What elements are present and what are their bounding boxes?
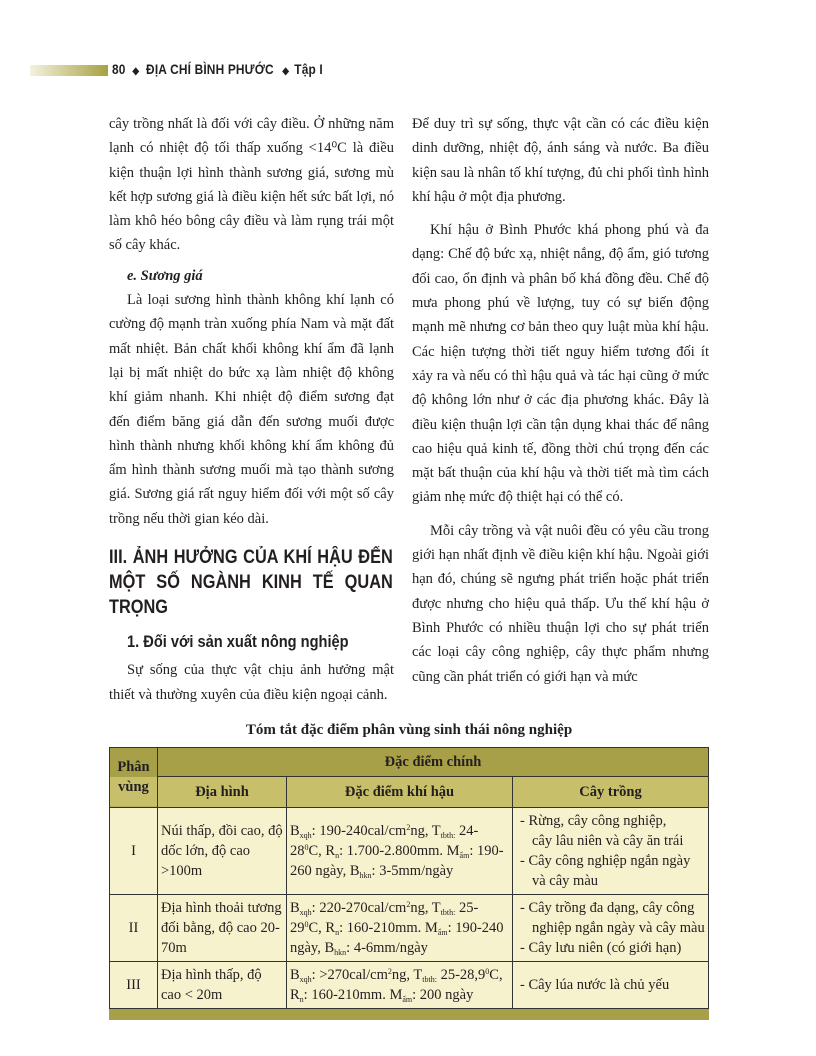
climate-text: 24-28 — [290, 822, 479, 859]
climate-text: tbth: — [422, 974, 437, 984]
header-climate: Đặc điểm khí hậu — [287, 776, 513, 807]
climate-cell — [287, 894, 513, 961]
text-columns — [109, 112, 709, 707]
paragraph: Để duy trì sự sống, thực vật cần có các điều kiện dinh dưỡng, nhiệt độ, ánh sáng và nước. Ba điều kiện sau là nhân tố khí tượng, đủ chi phối tình hình khí hậu ở một địa phương. — [412, 116, 709, 205]
paragraph: Là loại sương hình thành không khí lạnh có cường độ mạnh tràn xuống phía Nam và mặt đất mất nhiệt. Bản chất khối không khí ẩm đã lạnh lại bị mất nhiệt do bức xạ làm nhiệt độ không khí giảm nhanh. Khi nhiệt độ điểm sương đạt đến điểm băng giá dẫn đến sương muối được hình thành nhưng khối không khí ẩm không đủ ẩm hình thành sương muối mà tạo thành sương giá. Sương giá rất nguy hiểm đối với một số cây trồng nếu thời gian kéo dài. — [109, 292, 394, 527]
subsection-heading: 1. Đối với sản xuất nông nghiệp — [127, 632, 349, 652]
climate-text: : 1.700-2.800mm. M — [339, 842, 460, 859]
crops-cell — [513, 894, 709, 961]
section-heading: III. ẢNH HƯỞNG CỦA KHÍ HẬU ĐẾN MỘT SỐ NGÀNH KINH TẾ QUAN TRỌNG — [109, 547, 393, 619]
terrain-cell: Địa hình thoải tương đối bằng, độ cao 20-70m — [158, 894, 287, 961]
climate-text: 2 — [406, 822, 411, 832]
paragraph: Khí hậu ở Bình Phước khá phong phú và đa dạng: Chế độ bức xạ, nhiệt nắng, độ ẩm, gió tương đối cao, ổn định và phân bố khá đồng đều. Chế độ mưa phong phú về lượng, tuy có sự biến động mạnh mẽ nhưng cơ bản theo quy luật mùa khí hậu. Các hiện tượng thời tiết nguy hiểm tương đối ít xảy ra và nếu có thì hậu quả và tác hại cũng ở mức độ không lớn như ở các địa phương khác. Đây là điều kiện thuận lợi cần tận dụng khai thác để nâng cao hiệu quả kinh tế, đồng thời chú trọng đến các mặt bất thuận của khí hậu và thời tiết mà tìm cách giảm nhẹ mức độ thiệt hại có thể có. — [412, 222, 709, 506]
climate-text: : 160-210mm. M — [303, 986, 403, 1003]
crop-line: - Cây công nghiệp ngắn ngày — [520, 852, 691, 869]
left-column — [109, 112, 394, 707]
crop-line: cây lâu niên và cây ăn trái — [532, 832, 684, 849]
crops-cell — [513, 961, 709, 1008]
climate-text: : 4-6mm/ngày — [346, 939, 428, 956]
crop-line: - Cây lưu niên (có giới hạn) — [520, 939, 682, 956]
climate-text: tbth: — [440, 907, 456, 917]
table-footer-bar — [109, 1009, 709, 1020]
climate-cell — [287, 807, 513, 894]
diamond-icon: ◆ — [132, 66, 140, 77]
climate-text: xqh — [299, 907, 312, 917]
running-header — [112, 61, 323, 77]
paragraph: Mỗi cây trồng và vật nuôi đều có yêu cầu trong giới hạn nhất định về điều kiện khí hậu. Ngoài giới hạn đó, chúng sẽ ngưng phát triển hoặc phát triển được nhưng cho hiệu quả thấp. Ưu thế khí hậu ở Bình Phước có nhiều thuận lợi cho sự phát triển các loại cây công nghiệp, cây thực phẩm nhưng cũng cần phát triển có giới hạn và mức — [412, 522, 709, 685]
climate-text: n — [335, 850, 340, 860]
climate-text: 0 — [304, 919, 309, 929]
crop-line: - Cây lúa nước là chủ yếu — [520, 976, 670, 993]
climate-text: 25-29 — [290, 899, 479, 936]
climate-text: : 220-270cal/cm — [311, 899, 407, 916]
climate-cell — [287, 961, 513, 1008]
terrain-cell: Núi thấp, đồi cao, độ dốc lớn, độ cao >100m — [158, 807, 287, 894]
climate-text: ng, T — [410, 899, 441, 916]
climate-text: ng, T — [410, 822, 441, 839]
header-zone: Phân vùng — [110, 747, 158, 807]
climate-text: : 190-240cal/cm — [311, 822, 407, 839]
climate-text: xqh — [299, 830, 312, 840]
climate-text: xqh — [299, 974, 312, 984]
climate-text: : >270cal/cm — [311, 966, 388, 983]
climate-text: C, R — [308, 919, 336, 936]
header-crops: Cây trồng — [513, 776, 709, 807]
climate-text: ẩm — [459, 850, 470, 860]
table-row — [110, 894, 709, 961]
volume: Tập I — [294, 61, 323, 77]
book-title: ĐỊA CHÍ BÌNH PHƯỚC — [146, 61, 274, 77]
climate-text: B — [290, 899, 300, 916]
header-main: Đặc điểm chính — [158, 747, 709, 776]
zone-cell: II — [110, 894, 158, 961]
climate-text: n — [299, 994, 304, 1004]
climate-text: 0 — [304, 842, 309, 852]
table-caption: Tóm tắt đặc điểm phân vùng sinh thái nông nghiệp — [245, 721, 573, 738]
climate-text: : 190-240 ngày, B — [290, 919, 504, 956]
climate-text: 2 — [387, 966, 392, 976]
climate-text: C, R — [290, 966, 503, 1003]
crop-line: nghiệp ngắn ngày và cây màu — [532, 919, 705, 936]
header-gradient-bar — [30, 65, 108, 76]
crop-line: - Cây trồng đa dạng, cây công — [520, 899, 695, 916]
table-row — [110, 961, 709, 1008]
climate-text: : 160-210mm. M — [339, 919, 438, 936]
header-terrain: Địa hình — [158, 776, 287, 807]
climate-text: C, R — [308, 842, 336, 859]
right-column — [412, 112, 709, 689]
climate-text: 0 — [485, 966, 490, 976]
crop-line: - Rừng, cây công nghiệp, — [520, 812, 667, 829]
climate-text: B — [290, 822, 300, 839]
climate-text: 2 — [406, 899, 411, 909]
zone-cell: III — [110, 961, 158, 1008]
climate-text: : 3-5mm/ngày — [371, 862, 454, 879]
climate-text: : 190-260 ngày, B — [290, 842, 504, 879]
climate-text: B — [290, 966, 300, 983]
crops-cell — [513, 807, 709, 894]
climate-text: 25-28,9 — [436, 966, 486, 983]
climate-text: ẩm — [402, 994, 413, 1004]
zone-cell: I — [110, 807, 158, 894]
page-body — [109, 112, 709, 1020]
climate-text: : 200 ngày — [412, 986, 474, 1003]
diamond-icon: ◆ — [282, 66, 290, 77]
zone-table — [109, 747, 709, 1009]
paragraph: Sự sống của thực vật chịu ảnh hưởng mật thiết và thường xuyên của điều kiện ngoại cảnh. — [109, 662, 394, 703]
climate-text: hkn — [334, 947, 347, 957]
climate-text: ẩm — [437, 927, 448, 937]
paragraph: cây trồng nhất là đối với cây điều. Ở những năm lạnh có nhiệt độ tối thấp xuống <14⁰C là điều kiện thuận lợi hình thành sương giá, sương mù kết hợp sương giá là điều kiện hết sức bất lợi, nó làm khô héo bông cây điều và làm rụng trái một số cây khác. — [109, 116, 394, 254]
crop-line: và cây màu — [532, 872, 599, 889]
terrain-cell: Địa hình thấp, độ cao < 20m — [158, 961, 287, 1008]
climate-text: ng, T — [391, 966, 423, 983]
climate-text: tbth: — [440, 830, 456, 840]
table-row — [110, 807, 709, 894]
page-number: 80 — [112, 61, 126, 77]
subheading: e. Sương giá — [127, 267, 203, 284]
climate-text: hkn — [359, 870, 372, 880]
climate-text: n — [335, 927, 340, 937]
